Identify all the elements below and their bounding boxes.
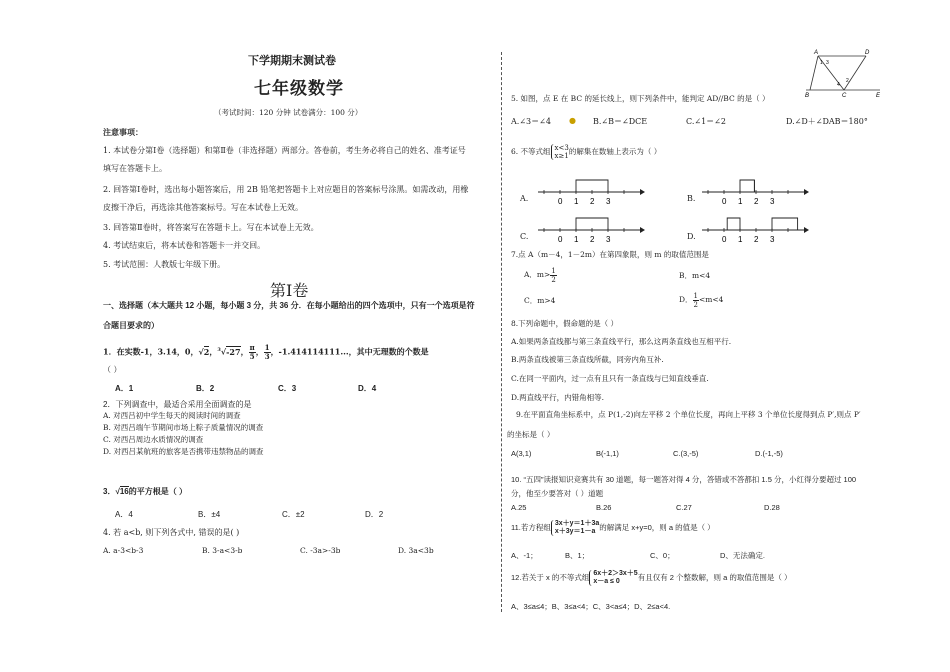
q5-option-d[interactable]: D.∠D＋∠DAB＝180° [786,117,868,126]
q1-paren: （ ） [103,365,122,374]
q10-option-d[interactable]: D.28 [764,503,780,512]
question-9-stem-cont: 的坐标是（ ） [507,430,555,439]
q2-option-c[interactable]: C. 对西吕周边水质情况的调查 [103,435,204,444]
q1-lead: 1．在实数-1，3.14，0， [103,346,199,357]
q10-option-a[interactable]: A.25 [511,503,527,512]
q3-option-a[interactable]: A．4 [115,510,133,519]
q8-option-d[interactable]: D.两直线平行，内错角相等. [511,393,605,402]
q3-tail: 的平方根是（ ） [128,487,187,496]
tick-label: 0 [722,235,727,244]
page-divider [501,52,502,612]
q5-option-b[interactable]: B.∠B＝∠DCE [593,117,648,126]
frac-1-2: $\frac{1}{2}$ [693,291,698,309]
fig-label: A [814,50,819,56]
tick-label: 0 [558,235,563,244]
q4-option-c[interactable]: C. -3a>-3b [300,546,341,555]
frac-1-3: $\frac{1}{3}$ [264,343,270,362]
notes-heading: 注意事项： [103,128,143,137]
note-line: 3. 回答第Ⅱ卷时，将答案写在答题卡上。写在本试卷上无效。 [103,223,319,232]
tick-label: 3 [770,235,775,244]
q10-option-b[interactable]: B.26 [596,503,612,512]
note-line: 2. 回答第Ⅰ卷时，选出每小题答案后，用 2B 铅笔把答题卡上对应题目的答案标号涂黑。如需改动，用橡 [103,185,469,194]
solution-bracket [740,180,754,192]
numberline-a [536,172,646,208]
q2-option-d[interactable]: D. 对西吕某航班的旅客是否携带违禁物品的调查 [103,447,264,456]
tick-label: 0 [558,197,563,206]
exam-title: 七年级数学 [254,79,344,99]
question-9-stem: 9.在平面直角坐标系中，点 P(1,-2)向左平移 2 个单位长度，再向上平移 3 个单位长度得到点 P′,则点 P′ [516,410,861,419]
inequality-system: x<3 x≥1 [551,144,569,160]
solution-bracket [727,218,740,230]
q11-option-a[interactable]: A、-1； [511,551,538,560]
frac-pi-5: $\frac{\pi}{5}$ [249,343,255,362]
q7-option-c[interactable]: C．m>4 [524,296,556,305]
tick-label: 2 [590,197,595,206]
q3-option-c[interactable]: C．±2 [282,510,305,519]
q6-option-a-label[interactable]: A. [520,194,529,203]
inequality-system: 6x＋2＞3x＋5 x－a ≤ 0 [589,570,637,586]
cbrt-neg27: √-27 [220,346,241,357]
note-line: 1. 本试卷分第Ⅰ卷（选择题）和第Ⅱ卷（非选择题）两部分。答卷前，考生务必将自己的姓名、准考证号 [103,146,466,155]
question-12-stem: 12.若关于 x 的不等式组 6x＋2＞3x＋5 x－a ≤ 0 有且仅有 2 个整数解，则 a 的取值范围是（ ） [511,570,792,586]
sqrt-16: √16 [115,487,129,496]
question-11-stem: 11.若方程组 3x＋y＝1＋3a x＋3y＝1－a 的解满足 x+y=0，则 a 的值是（ ） [511,520,715,536]
question-8-stem: 8.下列命题中，假命题的是（ ） [511,319,619,328]
q2-option-a[interactable]: A. 对西吕初中学生每天的阅读时间的调查 [103,411,241,420]
q1-option-c[interactable]: C．3 [278,384,297,393]
section-intro: 合题目要求的） [103,321,159,330]
q5-option-c[interactable]: C.∠1＝∠2 [686,117,726,126]
q3-lead: 3． [103,487,116,496]
q9-option-a[interactable]: A(3,1) [511,449,532,458]
q7-option-b[interactable]: B．m<4 [679,271,711,280]
frac-1-2: $\frac{1}{2}$ [551,266,556,284]
note-line: 填写在答题卡上。 [103,164,167,173]
q3-option-d[interactable]: D．2 [365,510,384,519]
q8-option-a[interactable]: A.如果两条直线都与第三条直线平行，那么这两条直线也互相平行. [511,337,732,346]
tick-label: 1 [738,197,743,206]
question-2-stem: 2．下列调查中，最适合采用全面调查的是 [103,400,252,409]
fig-label: 2 [846,78,849,84]
q8-option-b[interactable]: B.两条直线被第三条直线所截，同旁内角互补. [511,355,664,364]
tick-label: 2 [754,235,759,244]
q9-option-d[interactable]: D.(-1,-5) [755,449,783,458]
solution-bracket [772,218,798,230]
fig-label: C [842,93,847,98]
tick-label: 2 [590,235,595,244]
axis-arrow-icon [640,189,645,195]
q5-option-a[interactable]: A.∠3＝∠4 [511,117,551,126]
numberline-b [700,172,810,208]
q6-option-b-label[interactable]: B. [687,194,696,203]
q6-lead: 6. 不等式组 [511,147,551,156]
tick-label: 1 [738,235,743,244]
numberline-c [536,210,646,246]
q12-options[interactable]: A、3≤a≤4；B、3≤a<4；C、3<a≤4；D、2≤a<4. [511,602,671,611]
q1-option-a[interactable]: A．1 [115,384,134,393]
note-line: 4. 考试结束后，将本试卷和答题卡一并交回。 [103,241,266,250]
q11-option-b[interactable]: B、1； [565,551,590,560]
tick-label: 3 [770,197,775,206]
fig-label: 1 [820,60,823,66]
q8-option-c[interactable]: C.在同一平面内，过一点有且只有一条直线与已知直线垂直. [511,374,709,383]
question-6-stem [511,142,661,162]
axis-arrow-icon [804,189,809,195]
question-5-stem: 5. 如图，点 E 在 BC 的延长线上，则下列条件中，能判定 AD//BC 的是（ ） [511,94,770,103]
q1-option-d[interactable]: D．4 [358,384,377,393]
q6-option-d-label[interactable]: D. [687,232,696,241]
question-3-stem [103,486,187,497]
fig-label: 3 [826,60,829,66]
tick-label: 1 [574,235,579,244]
volume-title: 第Ⅰ卷 [270,281,309,300]
q2-option-b[interactable]: B. 对西吕端午节期间市场上粽子质量情况的调查 [103,423,264,432]
fig-label: 4 [837,82,840,88]
equation-system: 3x＋y＝1＋3a x＋3y＝1－a [551,520,599,536]
cbrt-index: 3 [217,347,221,353]
sqrt-2: √2 [198,346,210,357]
fig-label: D [865,50,870,56]
q3-option-b[interactable]: B．±4 [198,510,221,519]
fig-label: E [876,93,881,98]
q1-option-b[interactable]: B．2 [196,384,215,393]
axis-arrow-icon [640,227,645,233]
tick-label: 2 [754,197,759,206]
q9-option-b[interactable]: B(-1,1) [596,449,619,458]
tick-label: 0 [722,197,727,206]
tick-label: 1 [574,197,579,206]
question-4-stem: 4. 若 a<b, 则下列各式中, 错误的是( ) [103,528,240,537]
q9-option-c[interactable]: C.(3,-5) [673,449,699,458]
numberline-d [700,210,810,246]
q7-option-d[interactable]: D． $\frac{1}{2}$ <m<4 [679,291,724,309]
q4-option-b[interactable]: B. 3-a<3-b [202,546,243,555]
q4-option-d[interactable]: D. 3a<3b [398,546,434,555]
note-line: 皮擦干净后，再选涂其他答案标号。写在本试卷上无效。 [103,203,303,212]
q4-option-a[interactable]: A. a-3<b-3 [103,546,144,555]
axis-arrow-icon [804,227,809,233]
tick-label: 3 [606,235,611,244]
question-10-stem: 10. “五四”读报知识竞赛共有 30 道题，每一题答对得 4 分，答错或不答都扣 1.5 分，小红得分要超过 100 [511,475,857,484]
question-10-stem-cont: 分，他至少要答对（ ）道题 [511,489,604,498]
section-intro: 一、选择题（本大题共 12 小题，每小题 3 分，共 36 分．在每小题给出的四个选项中，只有一个选项是符 [103,301,475,310]
highlight-dot-icon: ● [569,116,576,125]
q10-option-c[interactable]: C.27 [676,503,692,512]
question-7-stem: 7.点 A（m－4，1－2m）在第四象限，则 m 的取值范围是 [511,250,709,259]
q1-tail: ，-1.414114111...，其中无理数的个数是 [270,346,429,357]
exam-info: （考试时间：120 分钟 试卷满分：100 分） [214,108,363,117]
q11-option-c[interactable]: C、0； [650,551,675,560]
q6-option-c-label[interactable]: C. [520,232,529,241]
fig-label: B [805,93,810,98]
q6-tail: 的解集在数轴上表示为（ ） [568,147,662,156]
exam-subtitle: 下学期期末测试卷 [248,54,336,67]
q5-geometry-figure [802,46,882,98]
tick-label: 3 [606,197,611,206]
q7-option-a[interactable]: A．m> $\frac{1}{2}$ [524,266,556,284]
question-1-stem: 1．在实数-1，3.14，0，√2，$^3$√-27， $\frac{\pi}{5}$ ， $\frac{1}{3}$ ，-1.414114111...，其中无理数的个数是 [103,343,429,362]
q11-option-d[interactable]: D、无法确定. [720,551,765,560]
note-line: 5. 考试范围：人教版七年级下册。 [103,260,226,269]
